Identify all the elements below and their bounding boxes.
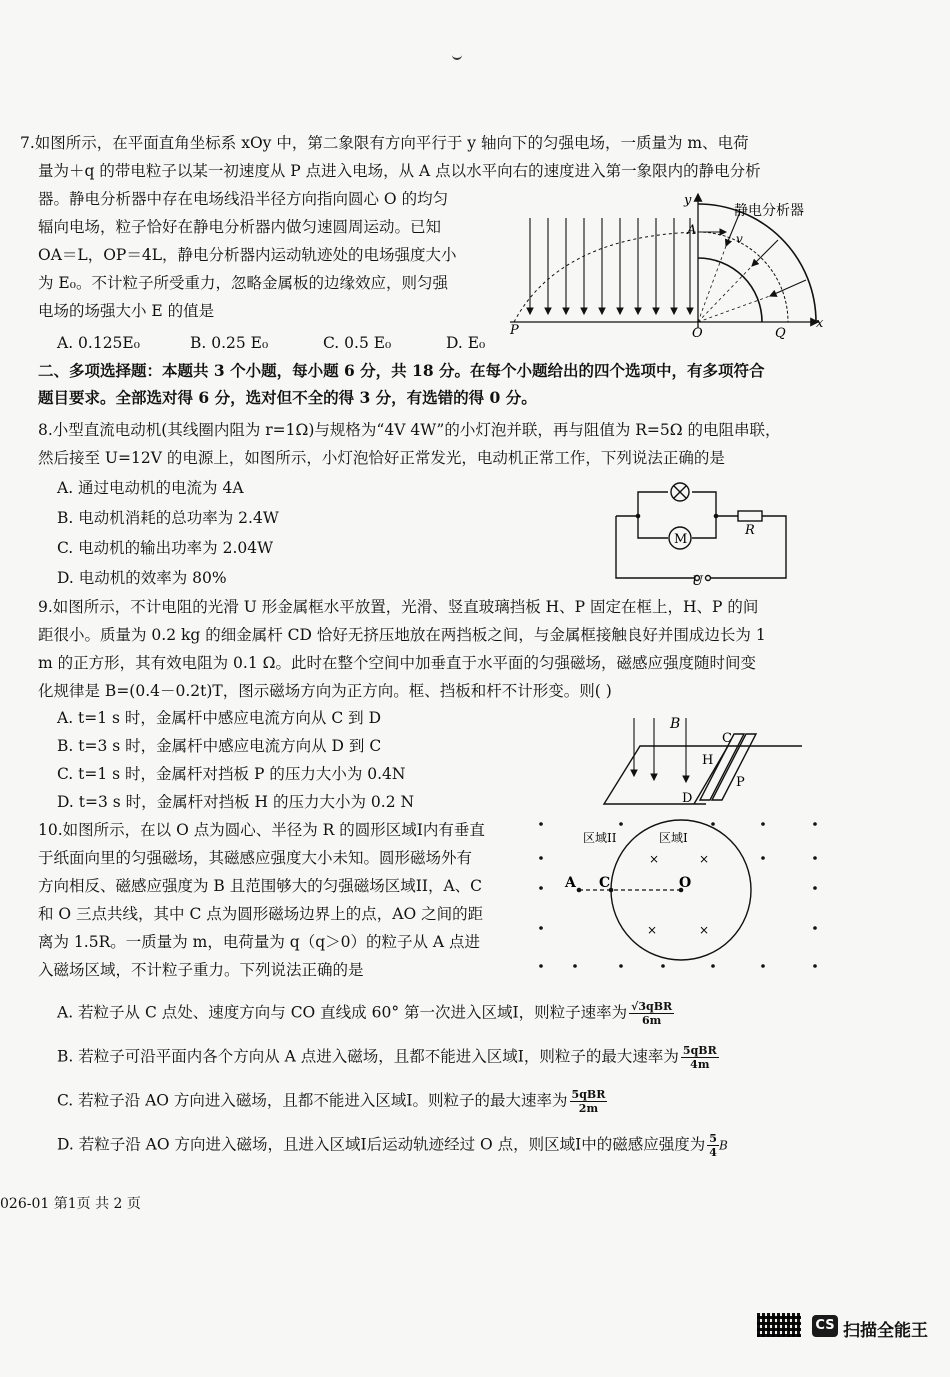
q10-option-b-fraction <box>681 1044 719 1071</box>
fig7-label-a: A <box>687 223 697 238</box>
fig10-region1-label: 区域I <box>659 831 688 845</box>
section2-line1: 二、多项选择题：本题共 3 个小题，每小题 6 分，共 18 分。在每个小题给出的四个选项中，有多项符合 <box>38 361 765 380</box>
fig9-label-p: P <box>736 775 745 790</box>
q7-line7: 电场的场强大小 E 的值是 <box>38 302 215 320</box>
q10-line4: 和 O 三点共线，其中 C 点为圆形磁场边界上的点，AO 之间的距 <box>38 905 484 923</box>
q10-line1: 10.如图所示，在以 O 点为圆心、半径为 R 的圆形区域I内有垂直 <box>38 821 485 839</box>
q10-option-a-text: A. 若粒子从 C 点处、速度方向与 CO 直线成 60° 第一次进入区域I，则粒子速率为 <box>57 1003 628 1022</box>
q7-option-d: D. E₀ <box>446 334 486 352</box>
q9-line3: m 的正方形，其有效电阻为 0.1 Ω。此时在整个空间中加垂直于水平面的匀强磁场，磁感应强度随时间变 <box>38 654 756 672</box>
q10-option-b <box>57 1044 719 1071</box>
fig7-label-p: P <box>510 323 519 338</box>
fig10-label-c: C <box>599 875 611 891</box>
q7-line3: 器。静电分析器中存在电场线沿半径方向指向圆心 O 的均匀 <box>38 190 449 208</box>
fig7-label-o: O <box>692 326 703 341</box>
fig9-label-h: H <box>702 753 714 768</box>
fig10-label-a: A <box>565 875 576 891</box>
q10-option-b-denominator: 4m <box>690 1058 710 1071</box>
q8-option-c: C. 电动机的输出功率为 2.04W <box>57 539 274 557</box>
q9-frame-figure <box>598 712 808 812</box>
q10-line3: 方向相反、磁感应强度为 B 且范围够大的匀强磁场区域II，A、C <box>38 877 483 895</box>
q9-line4: 化规律是 B=(0.4－0.2t)T，图示磁场方向为正方向。框、挡板和杆不计形变。则( ) <box>38 682 612 700</box>
q7-line1: 7.如图所示，在平面直角坐标系 xOy 中，第二象限有方向平行于 y 轴向下的匀强电场，一质量为 m、电荷 <box>20 134 749 152</box>
q10-line6: 入磁场区域，不计粒子重力。下列说法正确的是 <box>38 961 364 979</box>
q7-line6: 为 E₀。不计粒子所受重力，忽略金属板的边缘效应，则匀强 <box>38 274 448 292</box>
q9-option-d: D. t=3 s 时，金属杆对挡板 H 的压力大小为 0.2 N <box>57 793 415 811</box>
q7-line5: OA＝L，OP＝4L，静电分析器内运动轨迹处的电场强度大小 <box>38 246 457 264</box>
fig7-label-q: Q <box>775 326 786 341</box>
q8-line1: 8.小型直流电动机(其线圈内阻为 r=1Ω)与规格为“4V 4W”的小灯泡并联，再与阻值为 R=5Ω 的电阻串联， <box>38 421 781 439</box>
q10-option-d-numerator: 5 <box>709 1132 717 1145</box>
q10-line2: 于纸面向里的匀强磁场，其磁感应强度大小未知。圆形磁场外有 <box>38 849 473 867</box>
q9-option-c: C. t=1 s 时，金属杆对挡板 P 的压力大小为 0.4N <box>57 765 406 783</box>
q10-line5: 离为 1.5R。一质量为 m，电荷量为 q（q＞0）的粒子从 A 点进 <box>38 933 481 951</box>
q9-option-a: A. t=1 s 时，金属杆中感应电流方向从 C 到 D <box>57 709 382 727</box>
q7-line2: 量为＋q 的带电粒子以某一初速度从 P 点进入电场，从 A 点以水平向右的速度进入第一象限内的静电分析 <box>38 162 761 180</box>
fig9-label-d: D <box>682 791 693 806</box>
fig7-label-analyzer: 静电分析器 <box>734 203 804 219</box>
q10-option-c <box>57 1088 607 1115</box>
q8-option-a: A. 通过电动机的电流为 4A <box>57 479 244 497</box>
fig8-label-r: R <box>745 523 755 538</box>
section2-line2: 题目要求。全部选对得 6 分，选对但不全的得 3 分，有选错的得 0 分。 <box>38 388 537 407</box>
q8-option-d: D. 电动机的效率为 80% <box>57 569 227 587</box>
q7-line4: 辐向电场，粒子恰好在静电分析器内做匀速圆周运动。已知 <box>38 218 442 236</box>
q7-option-c: C. 0.5 E₀ <box>323 334 392 352</box>
q8-line2: 然后接至 U=12V 的电源上，如图所示，小灯泡恰好正常发光，电动机正常工作，下列说法正确的是 <box>38 449 725 467</box>
fig8-motor-label: M <box>674 532 688 547</box>
q10-option-d-denominator: 4 <box>709 1146 717 1159</box>
fig7-label-v: v <box>736 232 743 246</box>
scanner-watermark: 扫描全能王 <box>843 1321 928 1341</box>
q7-option-a: A. 0.125E₀ <box>57 334 140 352</box>
page-footer: 026-01 第1页 共 2 页 <box>0 1196 141 1212</box>
q10-option-c-text: C. 若粒子沿 AO 方向进入磁场，且都不能进入区域I。则粒子的最大速率为 <box>57 1091 568 1110</box>
camscanner-logo-icon: CS <box>812 1315 838 1337</box>
q10-option-d-text: D. 若粒子沿 AO 方向进入磁场，且进入区域I后运动轨迹经过 O 点，则区域I中的磁感应强度为 <box>57 1135 706 1154</box>
q10-option-a-numerator: √3qBR <box>631 1000 673 1013</box>
q10-option-d <box>57 1132 728 1159</box>
q9-line1: 9.如图所示，不计电阻的光滑 U 形金属框水平放置，光滑、竖直玻璃挡板 H、P 固定在框上，H、P 的间 <box>38 598 759 616</box>
q10-option-c-denominator: 2m <box>578 1102 599 1115</box>
q10-option-a-fraction <box>629 1000 674 1027</box>
q10-option-b-text: B. 若粒子可沿平面内各个方向从 A 点进入磁场，且都不能进入区域I，则粒子的最大速率为 <box>57 1047 679 1066</box>
q9-option-b: B. t=3 s 时，金属杆中感应电流方向从 D 到 C <box>57 737 382 755</box>
fig8-label-u: U <box>692 574 703 589</box>
q7-analyzer-figure <box>500 188 830 343</box>
q10-option-c-fraction <box>570 1088 608 1115</box>
q10-option-d-fraction <box>707 1132 719 1159</box>
scan-mark <box>452 54 462 60</box>
q10-option-c-numerator: 5qBR <box>571 1088 606 1101</box>
q8-circuit-figure <box>612 478 792 588</box>
q10-option-b-numerator: 5qBR <box>682 1044 717 1057</box>
fig9-label-c: C <box>722 731 732 746</box>
qr-code-icon <box>757 1313 801 1337</box>
q10-option-a <box>57 1000 674 1027</box>
svg-text:×: × <box>647 923 658 937</box>
q8-option-b: B. 电动机消耗的总功率为 2.4W <box>57 509 279 527</box>
svg-text:×: × <box>649 852 660 866</box>
fig7-label-y: y <box>684 193 692 208</box>
fig9-label-b: B <box>670 716 681 732</box>
fig10-label-o: O <box>679 875 692 891</box>
fig10-region2-label: 区域II <box>583 831 617 845</box>
q10-option-a-denominator: 6m <box>642 1014 662 1027</box>
q10-option-d-tail: B <box>718 1138 728 1153</box>
q7-option-b: B. 0.25 E₀ <box>190 334 269 352</box>
q9-line2: 距很小。质量为 0.2 kg 的细金属杆 CD 恰好无挤压地放在两挡板之间，与金属框接触良好并围成边长为 1 <box>38 626 766 644</box>
q10-field-figure <box>535 818 825 974</box>
svg-text:×: × <box>699 852 710 866</box>
fig7-label-x: x <box>816 316 824 331</box>
svg-text:×: × <box>699 923 710 937</box>
